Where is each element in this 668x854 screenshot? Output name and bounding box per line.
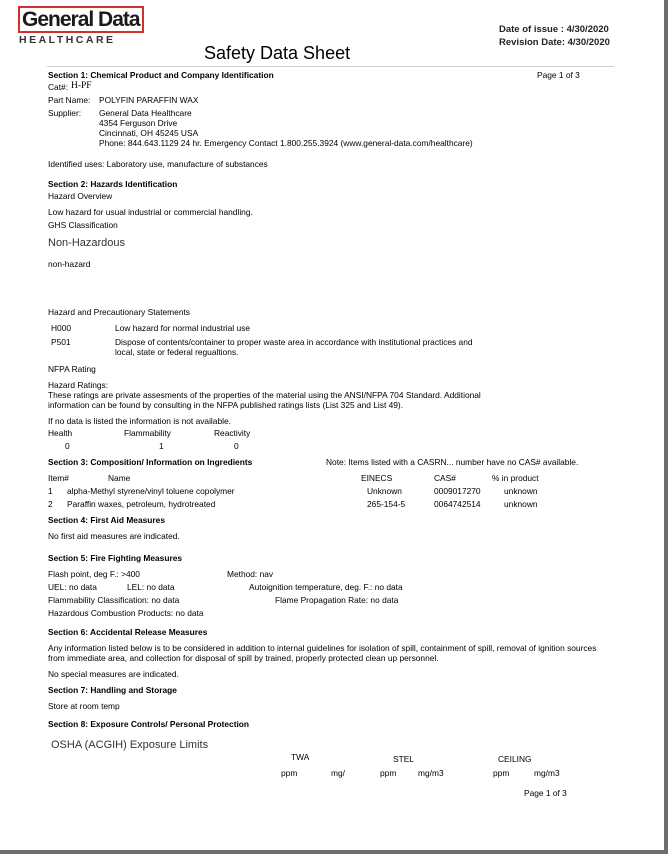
hazard-overview-label: Hazard Overview bbox=[48, 191, 113, 201]
section-8-heading: Section 8: Exposure Controls/ Personal Protection bbox=[48, 719, 250, 729]
ceiling-header: CEILING bbox=[498, 754, 532, 764]
col-name: Name bbox=[108, 473, 131, 483]
section-4-heading: Section 4: First Aid Measures bbox=[48, 515, 165, 525]
statement-text-cont: local, state or federal regualtions. bbox=[115, 347, 239, 357]
supplier-line: 4354 Ferguson Drive bbox=[99, 118, 178, 128]
ratings-title: Hazard Ratings: bbox=[48, 380, 109, 390]
flammability-label: Flammability bbox=[124, 428, 171, 438]
row-name: alpha-Methyl styrene/vinyl toluene copolymer bbox=[67, 486, 235, 496]
page-title: Safety Data Sheet bbox=[204, 43, 351, 63]
method: Method: nav bbox=[227, 569, 274, 579]
twa-ppm: ppm bbox=[281, 768, 298, 778]
row-name: Paraffin waxes, petroleum, hydrotreated bbox=[67, 499, 216, 509]
nodata-note: If no data is listed the information is not available. bbox=[48, 416, 231, 426]
release-text: from immediate area, and collection for disposal of spill by trained, properly protected clean up personnel. bbox=[48, 653, 439, 663]
statement-code: P501 bbox=[51, 337, 71, 347]
statements-title: Hazard and Precautionary Statements bbox=[48, 307, 190, 317]
ghs-label: GHS Classification bbox=[48, 220, 118, 230]
section-3-heading: Section 3: Composition/ Information on Ingredients bbox=[48, 457, 253, 467]
storage-text: Store at room temp bbox=[48, 701, 120, 711]
row-cas: 0009017270 bbox=[434, 486, 481, 496]
page-number-top: Page 1 of 3 bbox=[537, 70, 580, 80]
section-7-heading: Section 7: Handling and Storage bbox=[48, 685, 177, 695]
section-6-heading: Section 6: Accidental Release Measures bbox=[48, 627, 208, 637]
part-name-value: POLYFIN PARAFFIN WAX bbox=[99, 95, 199, 105]
reactivity-label: Reactivity bbox=[214, 428, 251, 438]
stel-ppm: ppm bbox=[380, 768, 397, 778]
row-percent: unknown bbox=[504, 486, 538, 496]
hazard-overview-text: Low hazard for usual industrial or commercial handling. bbox=[48, 207, 253, 217]
col-item: Item# bbox=[48, 473, 69, 483]
row-einecs: Unknown bbox=[367, 486, 402, 496]
stel-header: STEL bbox=[393, 754, 414, 764]
flammability-value: 1 bbox=[159, 441, 164, 451]
uel: UEL: no data bbox=[48, 582, 97, 592]
statement-text: Dispose of contents/container to proper waste area in accordance with institutional practices and bbox=[115, 337, 473, 347]
stel-mgm3: mg/m3 bbox=[418, 768, 444, 778]
col-einecs: EINECS bbox=[361, 473, 393, 483]
ratings-text: These ratings are private assesments of the properties of the material using the ANSI/NFPA 704 Standard. Additional bbox=[48, 390, 481, 400]
date-of-issue: Date of issue : 4/30/2020 bbox=[499, 24, 609, 35]
release-note: No special measures are indicated. bbox=[48, 669, 179, 679]
row-item: 2 bbox=[48, 499, 53, 509]
flammability-class: Flammability Classification: no data bbox=[48, 595, 180, 605]
statement-text: Low hazard for normal industrial use bbox=[115, 323, 250, 333]
logo-subtitle: HEALTHCARE bbox=[19, 34, 116, 46]
combustion-products: Hazardous Combustion Products: no data bbox=[48, 608, 204, 618]
autoignition: Autoignition temperature, deg. F.: no data bbox=[249, 582, 403, 592]
health-label: Health bbox=[48, 428, 73, 438]
supplier-line: General Data Healthcare bbox=[99, 108, 192, 118]
osha-title: OSHA (ACGIH) Exposure Limits bbox=[51, 739, 209, 751]
ceiling-ppm: ppm bbox=[493, 768, 510, 778]
supplier-phone: Phone: 844.643.1129 24 hr. Emergency Contact 1.800.255.3924 (www.general-data.com/healthcare) bbox=[99, 138, 473, 148]
twa-header: TWA bbox=[291, 752, 310, 762]
lel: LEL: no data bbox=[127, 582, 175, 592]
ghs-classification: Non-Hazardous bbox=[48, 237, 126, 249]
first-aid-text: No first aid measures are indicated. bbox=[48, 531, 180, 541]
part-name-label: Part Name: bbox=[48, 95, 91, 105]
supplier-label: Supplier: bbox=[48, 108, 82, 118]
release-text: Any information listed below is to be considered in addition to internal guidelines for isolation of spill, containment of spill, removal of ignition sources bbox=[48, 643, 597, 653]
section-5-heading: Section 5: Fire Fighting Measures bbox=[48, 553, 183, 563]
health-value: 0 bbox=[65, 441, 70, 451]
section-1-heading: Section 1: Chemical Product and Company Identification bbox=[48, 70, 274, 80]
flame-propagation: Flame Propagation Rate: no data bbox=[275, 595, 399, 605]
identified-uses: Identified uses: Laboratory use, manufacture of substances bbox=[48, 159, 268, 169]
nfpa-label: NFPA Rating bbox=[48, 364, 96, 374]
row-item: 1 bbox=[48, 486, 53, 496]
col-cas: CAS# bbox=[434, 473, 456, 483]
row-cas: 0064742514 bbox=[434, 499, 481, 509]
ceiling-mgm3: mg/m3 bbox=[534, 768, 560, 778]
page-number-bottom: Page 1 of 3 bbox=[524, 788, 567, 798]
cat-value: H-PF bbox=[71, 81, 92, 91]
section-2-heading: Section 2: Hazards Identification bbox=[48, 179, 178, 189]
cat-label: Cat#: bbox=[48, 82, 69, 92]
ratings-text: information can be found by consulting in the NFPA published ratings lists (List 325 and List 49). bbox=[48, 400, 404, 410]
header-divider bbox=[47, 66, 614, 67]
revision-date: Revision Date: 4/30/2020 bbox=[499, 37, 610, 48]
company-logo: General Data bbox=[18, 9, 144, 31]
section-3-note: Note: Items listed with a CASRN... number have no CAS# available. bbox=[326, 457, 579, 467]
statement-code: H000 bbox=[51, 323, 72, 333]
twa-mg: mg/ bbox=[331, 768, 345, 778]
col-percent: % in product bbox=[492, 473, 539, 483]
supplier-line: Cincinnati, OH 45245 USA bbox=[99, 128, 199, 138]
row-percent: unknown bbox=[504, 499, 538, 509]
row-einecs: 265-154-5 bbox=[367, 499, 406, 509]
flash-point: Flash point, deg F.: >400 bbox=[48, 569, 140, 579]
reactivity-value: 0 bbox=[234, 441, 239, 451]
ghs-subtext: non-hazard bbox=[48, 259, 91, 269]
